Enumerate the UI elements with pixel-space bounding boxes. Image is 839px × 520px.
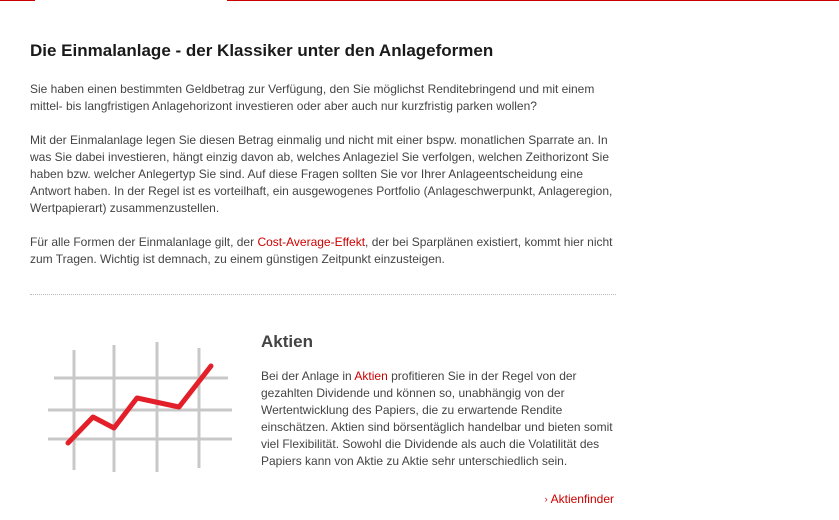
aktienfinder-label: Aktienfinder — [550, 492, 614, 506]
page-title: Die Einmalanlage - der Klassiker unter den Anlageformen — [30, 41, 494, 60]
section-title-aktien: Aktien — [261, 332, 313, 351]
chevron-right-icon: › — [544, 494, 548, 504]
explanation-paragraph: Mit der Einmalanlage legen Sie diesen Betrag einmalig und nicht mit einer bspw. monatlichen Sparrate an. In was Sie dabei investieren, hängt einzig davon ab, welches Anlageziel Sie verfolgen, welchen Zeithorizont Sie haben bzw. welcher Anlegertyp Sie sind. Auf diese Fragen sollten Sie vor Ihrer Anlageentscheidung eine Antwort haben. In der Regel ist es vorteilhaft, ein ausgewogenes Portfolio (Anlageschwerpunkt, Anlageregion, Wertpapierart) zusammenzustellen. — [30, 133, 613, 215]
cost-average-effect-link[interactable]: Cost-Average-Effekt — [257, 235, 366, 249]
section-divider — [30, 294, 616, 295]
cost-average-text-after: , der bei Sparplänen existiert, kommt hier nicht zum Tragen. Wichtig ist demnach, zu einem günstigen Zeitpunkt einzusteigen. — [30, 235, 613, 266]
aktien-text-before: Bei der Anlage in — [261, 369, 355, 383]
aktienfinder-link[interactable] — [545, 491, 614, 508]
top-accent-line-left — [0, 0, 35, 1]
aktien-description — [261, 368, 621, 470]
aktien-link[interactable]: Aktien — [354, 369, 388, 383]
rising-chart-icon — [46, 340, 236, 475]
intro-paragraph: Sie haben einen bestimmten Geldbetrag zur Verfügung, den Sie möglichst Renditebringend und mit einem mittel- bis langfristigen Anlagehorizont investieren oder aber auch nur kurzfristig parken wollen? — [30, 82, 595, 113]
top-accent-line-right — [227, 0, 839, 1]
aktien-text-after: profitieren Sie in der Regel von der gezahlten Dividende und können so, unabhängig von der Wertentwicklung des Papiers, die zu erwartende Rendite einschätzen. Aktien sind börsentäglich handelbar und bieten somit viel Flexibilität. Sowohl die Dividende als auch die Volatilität des Papiers kann von Aktie zu Aktie sehr unterschiedlich sein. — [261, 369, 613, 468]
cost-average-paragraph — [30, 234, 620, 268]
cost-average-text-before: Für alle Formen der Einmalanlage gilt, der — [30, 235, 258, 249]
